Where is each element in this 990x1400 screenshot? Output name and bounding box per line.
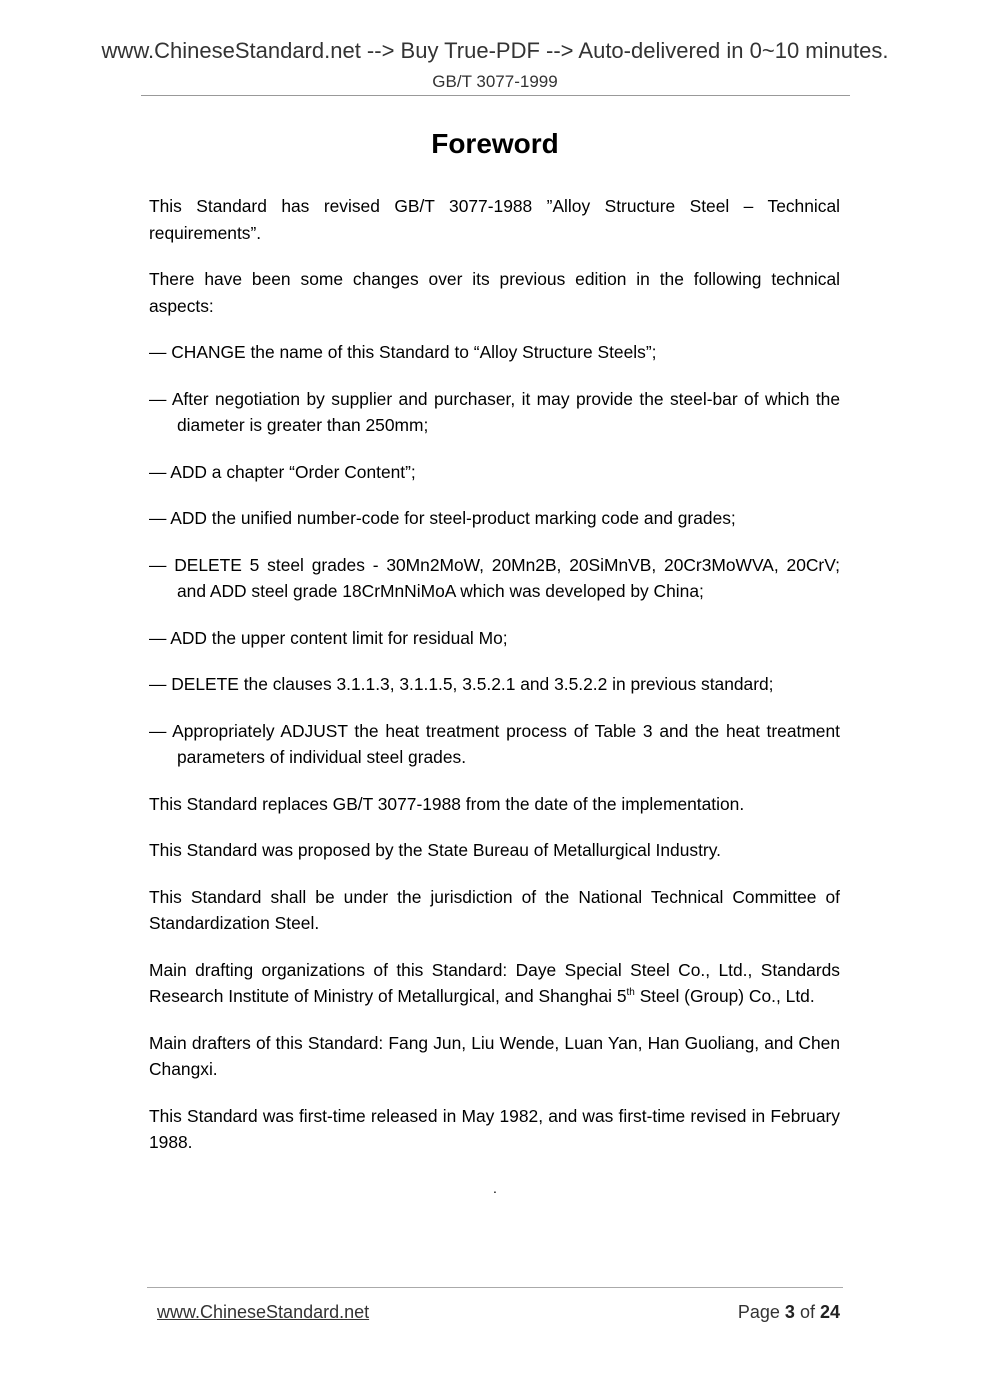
release-history: This Standard was first-time released in May 1982, and was first-time revised in February 1988.	[149, 1105, 840, 1152]
paragraph: This Standard was proposed by the State Bureau of Metallurgical Industry.	[149, 840, 721, 860]
footer-divider	[147, 1287, 843, 1288]
stray-dot: .	[493, 1180, 497, 1196]
current-page: 3	[784, 1302, 795, 1322]
change-item: — DELETE 5 steel grades - 30Mn2MoW, 20Mn2B, 20SiMnVB, 20Cr3MoWVA, 20CrV; and ADD steel grade 18CrMnNiMoA which was developed by China;	[149, 554, 840, 601]
page-indicator	[738, 1302, 840, 1323]
change-item: — DELETE the clauses 3.1.1.3, 3.1.1.5, 3.5.2.1 and 3.5.2.2 in previous standard;	[149, 674, 774, 694]
paragraph: This Standard replaces GB/T 3077-1988 from the date of the implementation.	[149, 793, 745, 814]
header-divider	[141, 95, 850, 96]
orgs-text-end: Steel (Group) Co., Ltd.	[634, 986, 815, 1006]
change-item: — ADD the upper content limit for residual Mo;	[149, 627, 508, 648]
drafting-organizations	[149, 957, 840, 1010]
change-item: — ADD the unified number-code for steel-product marking code and grades;	[149, 508, 736, 528]
drafters: Main drafters of this Standard: Fang Jun, Liu Wende, Luan Yan, Han Guoliang, and Chen Changxi.	[149, 1032, 840, 1079]
page-word: Page	[737, 1302, 780, 1322]
header-banner: www.ChineseStandard.net --> Buy True-PDF --> Auto-delivered in 0~10 minutes.	[101, 38, 889, 63]
change-item: — CHANGE the name of this Standard to “Alloy Structure Steels”;	[149, 342, 657, 362]
page-title: Foreword	[431, 128, 559, 159]
of-word: of	[799, 1302, 815, 1322]
paragraph: This Standard has revised GB/T 3077-1988 ”Alloy Structure Steel – Technical requirements”.	[149, 196, 840, 243]
standard-number: GB/T 3077-1999	[432, 72, 558, 91]
paragraph: This Standard shall be under the jurisdiction of the National Technical Committee of Standardization Steel.	[149, 886, 840, 933]
total-pages: 24	[819, 1302, 840, 1322]
document-body	[149, 193, 840, 1176]
footer-website-link[interactable]: www.ChineseStandard.net	[157, 1302, 370, 1322]
change-item: — ADD a chapter “Order Content”;	[149, 461, 416, 482]
orgs-text: Main drafting organizations of this Standard: Daye Special Steel Co., Ltd., Standards Research Institute of Ministry of Metallurgical, and Shanghai 5	[149, 959, 840, 1006]
change-item: — After negotiation by supplier and purchaser, it may provide the steel-bar of which the diameter is greater than 250mm;	[149, 388, 840, 435]
superscript: th	[626, 987, 635, 999]
change-item: — Appropriately ADJUST the heat treatment process of Table 3 and the heat treatment parameters of individual steel grades.	[149, 720, 840, 767]
paragraph: There have been some changes over its previous edition in the following technical aspects:	[149, 269, 840, 316]
